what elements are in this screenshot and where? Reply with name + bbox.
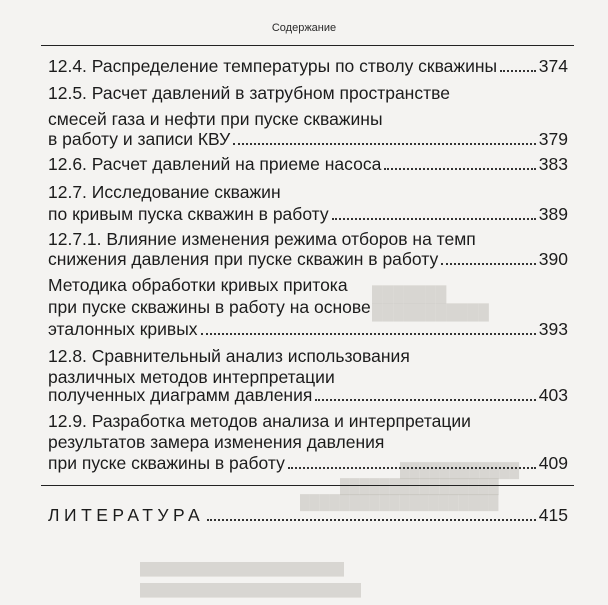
dot-leader bbox=[332, 218, 536, 220]
toc-page-number: 389 bbox=[538, 204, 568, 224]
running-header-title: Содержание bbox=[271, 22, 337, 34]
toc-entry-text: полученных диаграмм давления bbox=[48, 385, 313, 405]
toc-entry-12-7-1-end bbox=[48, 248, 568, 270]
toc-page-number: 379 bbox=[538, 129, 568, 149]
toc-entry-text: результатов замера изменения давления bbox=[48, 432, 385, 452]
toc-entry-text: 12.9. Разработка методов анализа и интерпретации bbox=[48, 411, 471, 431]
toc-entry-12-7-end bbox=[48, 203, 568, 225]
toc-page-number: 390 bbox=[538, 249, 568, 269]
toc-entry-12-9-end bbox=[48, 452, 568, 474]
dot-leader bbox=[207, 519, 536, 521]
toc-entry-method-end bbox=[48, 318, 568, 340]
dot-leader bbox=[500, 70, 536, 72]
toc-page-number: 415 bbox=[538, 505, 568, 525]
toc-entry-12-8 bbox=[48, 345, 568, 367]
toc-entry-text: 12.8. Сравнительный анализ использования bbox=[48, 346, 410, 366]
toc-entry-12-7-1 bbox=[48, 228, 568, 250]
toc-entry-text: в работу и записи КВУ bbox=[48, 129, 231, 149]
toc-entry-text: при пуске скважины в работу на основе bbox=[48, 297, 371, 317]
toc-entry-12-7 bbox=[48, 181, 568, 203]
dot-leader bbox=[233, 143, 536, 145]
toc-page-number: 383 bbox=[538, 154, 568, 174]
toc-entry-text: смесей газа и нефти при пуске скважины bbox=[48, 109, 383, 129]
dot-leader bbox=[441, 263, 536, 265]
toc-entry-12-5 bbox=[48, 82, 568, 104]
section-rule bbox=[41, 485, 574, 486]
toc-entry-method-cont bbox=[48, 296, 568, 318]
toc-entry-12-5-end bbox=[48, 128, 568, 150]
toc-entry-method bbox=[48, 274, 568, 296]
toc-entry-12-4 bbox=[48, 55, 568, 77]
toc-entry-12-9 bbox=[48, 410, 568, 432]
toc-entry-text: эталонных кривых bbox=[48, 319, 198, 339]
toc-page-number: 409 bbox=[538, 453, 568, 473]
dot-leader bbox=[288, 467, 536, 469]
toc-entry-12-9-cont bbox=[48, 431, 568, 453]
toc-page-number: 403 bbox=[538, 385, 568, 405]
toc-entry-text: Методика обработки кривых притока bbox=[48, 275, 348, 295]
toc-entry-text: 12.5. Расчет давлений в затрубном пространстве bbox=[48, 83, 450, 103]
toc-entry-text: 12.7.1. Влияние изменения режима отборов на темп bbox=[48, 229, 476, 249]
toc-entry-text: 12.6. Расчет давлений на приеме насоса bbox=[48, 154, 382, 174]
toc-entry-text: ЛИТЕРАТУРА bbox=[48, 505, 205, 525]
toc-page: ███████ ███████████ ████████████ ████████████████ ████████████████████ ████████████████████████ ██████████████████████████ Содержание 12.4. Распределение температуры по стволу скважины 374 12.5. Расчет давлений в затрубном пространстве смесей газа и нефти при пуске скважины в работу и записи КВУ 379 12.6. Расчет давлений на приеме насоса 383 12.7. Исследование скважин по кривым пуска скважин в работу 389 12.7.1. Влияние изменения режима отборов на темп снижения давления при пуске скважин в работу 390 Методика обработки кривых притока при пуске скважины в работу на основе эталонных кривых 393 12.8. Сравнительный анализ использования различных методов интерпретации полученных диаграмм давления 403 12.9. Разработка методов анализа и интерпретации результатов замера изменения давления при пуске скважины в работу 409 ЛИТЕРАТУРА 415 bbox=[0, 0, 608, 605]
dot-leader bbox=[384, 168, 535, 170]
toc-entry-text: 12.7. Исследование скважин bbox=[48, 182, 281, 202]
toc-entry-text: 12.4. Распределение температуры по стволу скважины bbox=[48, 56, 498, 76]
toc-entry-text: по кривым пуска скважин в работу bbox=[48, 204, 329, 224]
dot-leader bbox=[201, 333, 536, 335]
toc-entry-text: при пуске скважины в работу bbox=[48, 453, 285, 473]
toc-entry-text: различных методов интерпретации bbox=[48, 367, 335, 387]
toc-page-number: 393 bbox=[538, 319, 568, 339]
toc-entry-12-8-end bbox=[48, 384, 568, 406]
toc-entry-literature bbox=[48, 504, 568, 526]
header-rule bbox=[41, 45, 574, 46]
toc-page-number: 374 bbox=[538, 56, 568, 76]
dot-leader bbox=[315, 399, 535, 401]
toc-entry-12-5-cont bbox=[48, 108, 568, 130]
toc-entry-text: снижения давления при пуске скважин в работу bbox=[48, 249, 439, 269]
toc-entry-12-6 bbox=[48, 153, 568, 175]
